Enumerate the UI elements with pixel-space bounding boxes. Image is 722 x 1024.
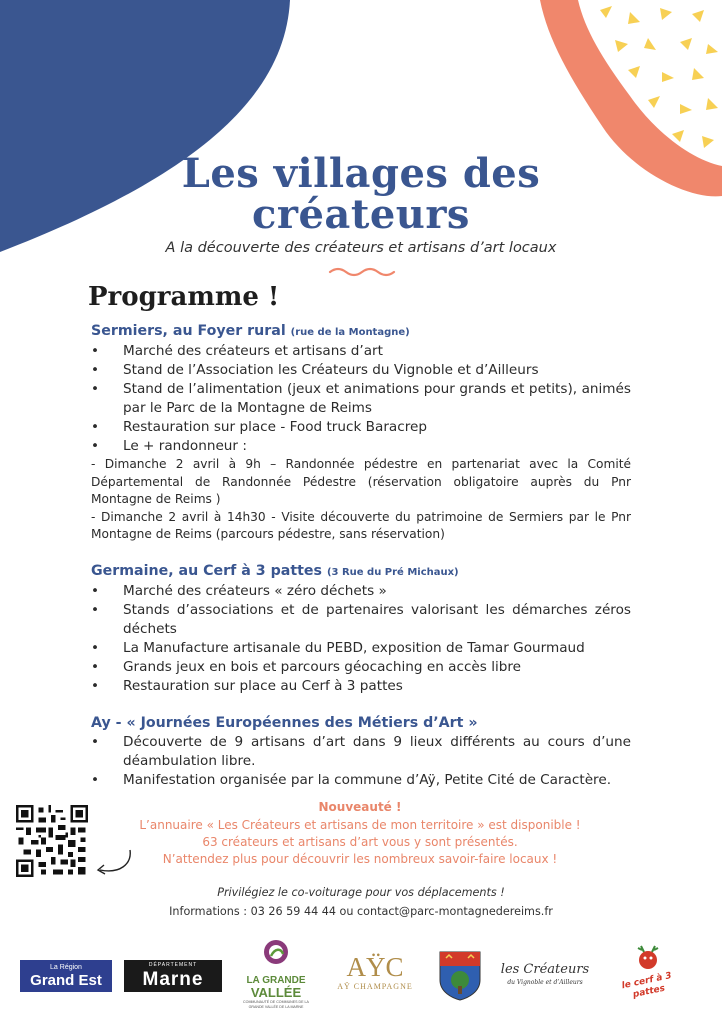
section-title-sermiers (91, 322, 631, 342)
grape-icon (261, 938, 291, 970)
section-list-ay (91, 733, 631, 790)
list-item: • Restauration sur place au Cerf à 3 pattes (91, 677, 631, 696)
region-grand-est-logo[interactable] (20, 960, 112, 992)
section-title-address: (3 Rue du Pré Michaux) (326, 566, 459, 578)
list-item: • La Manufacture artisanale du PEBD, exposition de Tamar Gourmaud (91, 639, 631, 658)
createurs-vignoble-logo[interactable] (500, 962, 590, 998)
nouveaute-heading: Nouveauté ! (318, 800, 402, 814)
programme-heading: Programme ! (88, 282, 280, 312)
section-title-ay (91, 714, 631, 733)
contact-info: Informations : 03 26 59 44 44 ou contact@parc-montagnedereims.fr (169, 905, 553, 918)
qr-code[interactable] (16, 805, 88, 877)
carpool-note: Privilégiez le co-voiturage pour vos déplacements ! (217, 886, 505, 899)
logo-text: COMMUNAUTÉ DE COMMUNES DE LA GRANDE VALLÉE DE LA MARNE (243, 1000, 309, 1009)
logo-text: du Vignoble et d’Ailleurs (507, 979, 583, 986)
logo-text: AŸ CHAMPAGNE (337, 982, 413, 991)
cerf-3-pattes-logo[interactable] (614, 942, 682, 1004)
logo-text: DÉPARTEMENT (148, 962, 198, 968)
logo-text: Grand Est (30, 972, 102, 989)
nouveaute-line-3: N’attendez plus pour découvrir les nombreux savoir-faire locaux ! (162, 852, 558, 866)
section-list-germaine (91, 582, 631, 696)
section-list-sermiers (91, 342, 631, 456)
deer-icon (631, 942, 665, 972)
list-item: • Marché des créateurs et artisans d’art (91, 342, 631, 361)
logo-text: Marne (142, 969, 204, 990)
list-item: • Le + randonneur : (91, 437, 631, 456)
logo-text: AŸC (346, 952, 404, 982)
note-visite: - Dimanche 2 avril à 14h30 - Visite découverte du patrimoine de Sermiers par le Pnr Montagne de Reims (parcours pédestre, sans réservation) (91, 509, 631, 541)
list-item: • Restauration sur place - Food truck Baracrep (91, 418, 631, 437)
ay-champagne-logo[interactable] (330, 952, 420, 996)
logo-text: le cerf à 3 pattes (620, 970, 673, 1001)
list-item: • Marché des créateurs « zéro déchets » (91, 582, 631, 601)
section-title-text: Germaine, au Cerf à 3 pattes (91, 562, 322, 579)
title-line-1: Les villages des (181, 150, 541, 197)
nouveaute-line-2: 63 créateurs et artisans d’art vous y sont présentés. (202, 835, 518, 849)
logo-text: VALLÉE (250, 985, 302, 1000)
spacer (91, 544, 631, 562)
section-title-address: (rue de la Montagne) (290, 327, 410, 338)
marne-department-logo[interactable] (124, 960, 222, 992)
list-item: • Stands d’associations et de partenaires valorisant les démarches zéros déchets (91, 601, 631, 639)
list-item: • Grands jeux en bois et parcours géocaching en accès libre (91, 658, 631, 677)
nouveaute-line-1: L’annuaire « Les Créateurs et artisans de mon territoire » est disponible ! (139, 818, 581, 832)
logo-text: La Région (50, 964, 82, 971)
note-randonnee: - Dimanche 2 avril à 9h – Randonnée pédestre en partenariat avec la Comité Départemental de Randonnée Pédestre (réservation obligatoire auprès du Pnr Montagne de Reims ) (91, 457, 631, 506)
section-title-text: Sermiers, au Foyer rural (91, 323, 286, 339)
list-item: • Découverte de 9 artisans d’art dans 9 lieux différents au cours d’une déambulation libre. (91, 733, 631, 771)
programme-content (91, 322, 631, 790)
section-title-text: Ay - « Journées Européennes des Métiers d’Art » (91, 714, 478, 731)
section-title-germaine (91, 562, 631, 582)
logo-text: les Créateurs (500, 962, 590, 977)
logo-text: LA GRANDE (246, 975, 306, 986)
grande-vallee-logo[interactable] (238, 938, 314, 1016)
orange-squiggle (330, 269, 394, 275)
list-item: • Stand de l’alimentation (jeux et animations pour grands et petits), animés par le Parc de la Montagne de Reims (91, 380, 631, 418)
list-item: • Manifestation organisée par la commune d’Aÿ, Petite Cité de Caractère. (91, 771, 631, 790)
list-item: • Stand de l’Association les Créateurs du Vignoble et d’Ailleurs (91, 361, 631, 380)
subtitle: A la découverte des créateurs et artisans d’art locaux (165, 240, 557, 256)
coat-of-arms-icon[interactable] (438, 950, 482, 1002)
spacer (91, 696, 631, 714)
title-line-2: créateurs (252, 191, 470, 238)
